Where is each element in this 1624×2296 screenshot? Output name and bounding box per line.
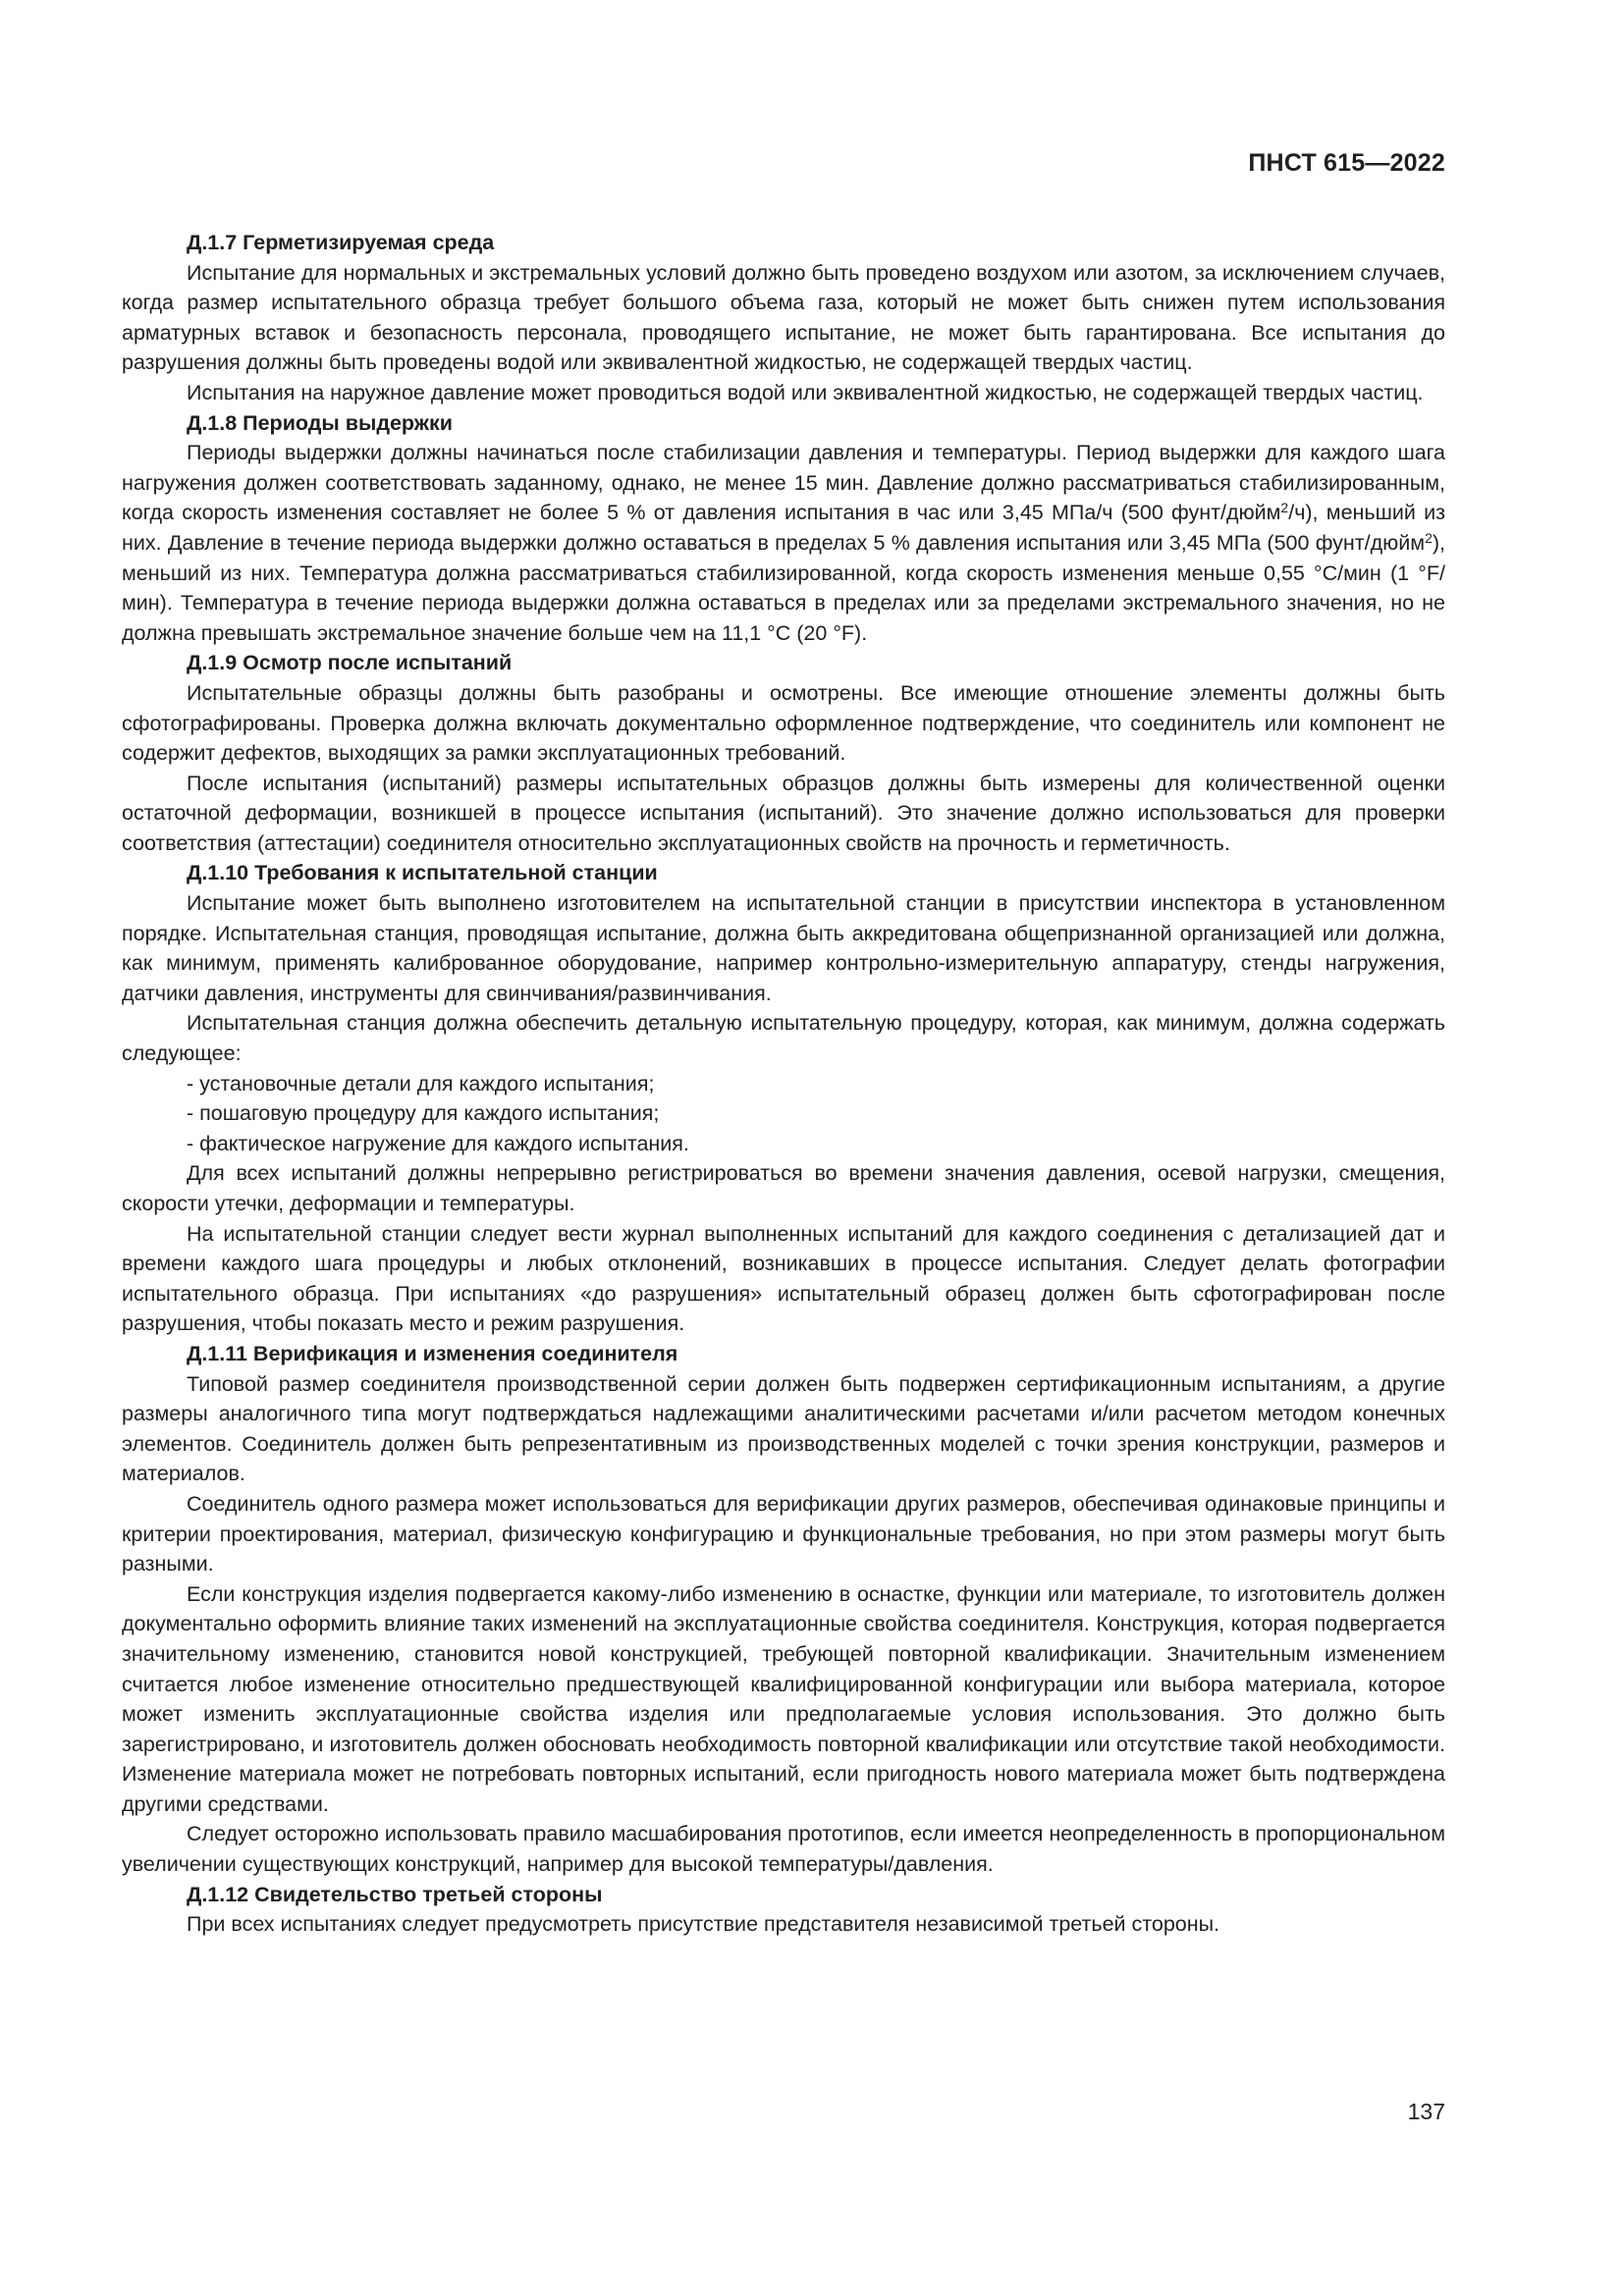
paragraph: Типовой размер соединителя производственной серии должен быть подвержен сертификационным испытаниям, а другие размеры аналогичного типа могут подтверждаться надлежащими аналитическими расчетами и/или расчетом методом конечных элементов. Соединитель должен быть репрезентативным из производственных моделей с точки зрения конструкции, размеров и материалов. xyxy=(122,1371,1445,1486)
paragraph: Испытание для нормальных и экстремальных условий должно быть проведено воздухом или азотом, за исключением случаев, когда размер испытательного образца требует большого объема газа, который не может быть снижен путем использования арматурных вставок и безопасность персонала, проводящего испытание, не может быть гарантирована. Все испытания до разрушения должны быть проведены водой или эквивалентной жидкостью, не содержащей твердых частиц. xyxy=(122,260,1445,375)
paragraph: На испытательной станции следует вести журнал выполненных испытаний для каждого соединения с детализацией дат и времени каждого шага процедуры и любых отклонений, возникавших в процессе испытания. Следует делать фотографии испытательного образца. При испытаниях «до разрушения» испытательный образец должен быть сфотографирован после разрушения, чтобы показать место и режим разрушения. xyxy=(122,1221,1445,1336)
paragraph: После испытания (испытаний) размеры испытательных образцов должны быть измерены для количественной оценки остаточной деформации, возникшей в процессе испытания (испытаний). Это значение должно использоваться для проверки соответствия (аттестации) соединителя относительно эксплуатационных свойств на прочность и герметичность. xyxy=(122,771,1445,855)
paragraph: Следует осторожно использовать правило масшабирования прототипов, если имеется неопределенность в пропорциональном увеличении существующих конструкций, например для высокой температуры/давления. xyxy=(122,1822,1445,1877)
paragraph: При всех испытаниях следует предусмотреть присутствие представителя независимой третьей стороны. xyxy=(187,1912,1220,1937)
text-run: /ч), меньший из них. Давление в течение периода выдержки должно оставаться в пределах 5 % давления испытания или 3,45 МПа (500 фунт/дюйм xyxy=(122,501,1445,555)
paragraph: Если конструкция изделия подвергается какому-либо изменению в оснастке, функции или материале, то изготовитель должен документально оформить влияние таких изменений на эксплуатационные свойства соединителя. Конструкция, которая подвергается значительному изменению, становится новой конструкцией, требующей повторной квалификации. Значительным изменением считается любое изменение относительно предшествующей квалифицированной конфигурации или выбора материала, которое может изменить эксплуатационные свойства изделия или предполагаемые условия использования. Это должно быть зарегистрировано, и изготовитель должен обосновать необходимость повторной квалификации или отсутствие такой необходимости. Изменение материала может не потребовать повторных испытаний, если пригодность нового материала может быть подтверждена другими средствами. xyxy=(122,1581,1445,1816)
list-item: - пошаговую процедуру для каждого испытания; xyxy=(187,1101,660,1126)
list-item: - установочные детали для каждого испытания; xyxy=(187,1071,655,1095)
page-number: 137 xyxy=(1407,2099,1445,2124)
document-body xyxy=(122,228,1445,1940)
section-heading-d18: Д.1.8 Периоды выдержки xyxy=(187,410,453,435)
superscript: 2 xyxy=(1280,500,1289,516)
paragraph: Испытание может быть выполнено изготовителем на испытательной станции в присутствии инспектора в установленном порядке. Испытательная станция, проводящая испытание, должна быть аккредитована общепризнанной организацией или должна, как минимум, применять калиброванное оборудование, например контрольно-измерительную аппаратуру, стенды нагружения, датчики давления, инструменты для свинчивания/развинчивания. xyxy=(122,891,1445,1005)
list-item: - фактическое нагружение для каждого испытания. xyxy=(187,1131,689,1155)
paragraph: Испытания на наружное давление может проводиться водой или эквивалентной жидкостью, не содержащей твердых частиц. xyxy=(187,380,1424,404)
paragraph xyxy=(122,438,1445,648)
section-heading-d111: Д.1.11 Верификация и изменения соединителя xyxy=(187,1341,678,1365)
section-heading-d17: Д.1.7 Герметизируемая среда xyxy=(187,231,495,254)
section-heading-d112: Д.1.12 Свидетельство третьей стороны xyxy=(187,1882,603,1906)
text-run: Периоды выдержки должны начинаться после стабилизации давления и температуры. Период выдержки для каждого шага нагружения должен соответствовать заданному, однако, не менее 15 мин. Давление должно рассматриваться стабилизированным, когда скорость изменения составляет не более 5 % от давления испытания в час или 3,45 МПа/ч (500 фунт/дюйм xyxy=(122,441,1445,525)
paragraph: Испытательная станция должна обеспечить детальную испытательную процедуру, которая, как минимум, должна содержать следующее: xyxy=(122,1011,1445,1066)
paragraph: Испытательные образцы должны быть разобраны и осмотрены. Все имеющие отношение элементы должны быть сфотографированы. Проверка должна включать документально оформленное подтверждение, что соединитель или компонент не содержит дефектов, выходящих за рамки эксплуатационных требований. xyxy=(122,680,1445,766)
section-heading-d110: Д.1.10 Требования к испытательной станции xyxy=(187,861,658,885)
section-heading-d19: Д.1.9 Осмотр после испытаний xyxy=(187,651,513,675)
document-code: ПНСТ 615—2022 xyxy=(1248,149,1445,177)
paragraph: Соединитель одного размера может использоваться для верификации других размеров, обеспечивая одинаковые принципы и критерии проектирования, материал, физическую конфигурацию и функциональные требования, но при этом размеры могут быть разными. xyxy=(122,1491,1445,1576)
superscript: 2 xyxy=(1425,529,1433,546)
paragraph: Для всех испытаний должны непрерывно регистрироваться во времени значения давления, осевой нагрузки, смещения, скорости утечки, деформации и температуры. xyxy=(122,1161,1445,1215)
text-run: ), меньший из них. Температура должна рассматриваться стабилизированной, когда скорость изменения меньше 0,55 °С/мин (1 °F/мин). Температура в течение периода выдержки должна оставаться в пределах или за пределами экстремального значения, но не должна превышать экстремальное значение больше чем на 11,1 °С (20 °F). xyxy=(122,530,1445,645)
